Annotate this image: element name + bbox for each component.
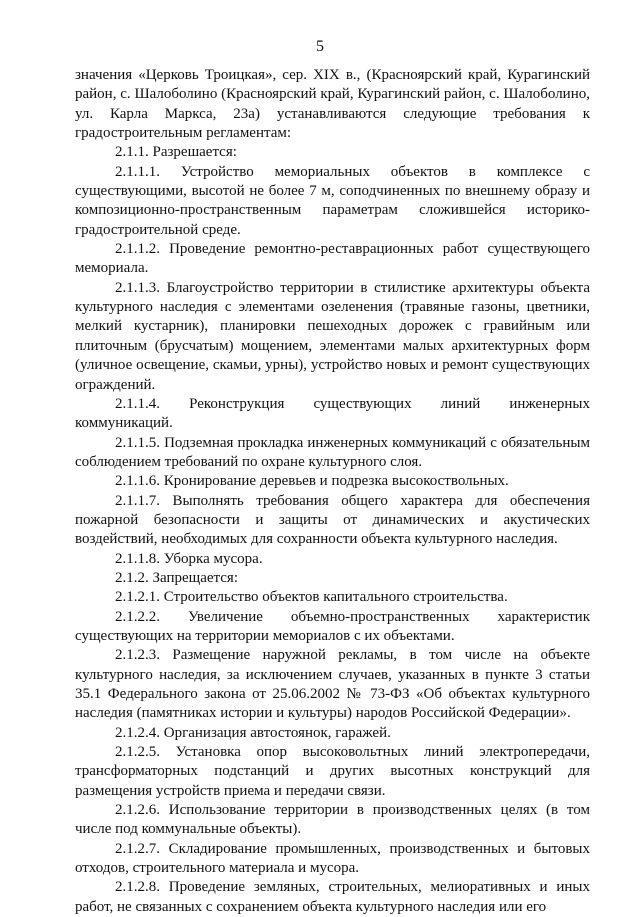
paragraph-2-1-1-3: 2.1.1.3. Благоустройство территории в стилистике архитектуры объекта культурного наследия с элементами озеленения (травяные газоны, цветники, мелкий кустарник), планировки пешеходных дорожек с гравийным или плиточным (брусчатым) мощением, элементами малых архитектурных форм (уличное освещение, скамьи, урны), устройство новых и ремонт существующих ограждений. <box>75 279 590 393</box>
paragraph-2-1-2-5: 2.1.2.5. Установка опор высоковольтных линий электропередачи, трансформаторных подстанций и других высотных конструкций для размещения устройств приема и передачи связи. <box>75 744 590 799</box>
document-body <box>75 66 590 917</box>
paragraph-2-1-2-8: 2.1.2.8. Проведение земляных, строительных, мелиоративных и иных работ, не связанных с сохранением объекта культурного наследия или его <box>75 879 590 915</box>
page-number: 5 <box>316 38 324 55</box>
paragraph-2-1-1-6: 2.1.1.6. Кронирование деревьев и подрезка высокоствольных. <box>115 473 509 490</box>
paragraph-2-1-1-4: 2.1.1.4. Реконструкция существующих линий инженерных коммуникаций. <box>75 395 590 432</box>
paragraph-2-1-1-5: 2.1.1.5. Подземная прокладка инженерных коммуникаций с обязательным соблюдением требований по охране культурного слоя. <box>75 434 590 470</box>
paragraph-2-1-1-7: 2.1.1.7. Выполнять требования общего характера для обеспечения пожарной безопасности и защиты от динамических и акустических воздействий, необходимых для сохранности объекта культурного наследия. <box>75 492 590 548</box>
paragraph-2-1-2-4: 2.1.2.4. Организация автостоянок, гаражей. <box>115 724 391 741</box>
paragraph-2-1-2: 2.1.2. Запрещается: <box>115 569 238 586</box>
paragraph-2-1-2-6: 2.1.2.6. Использование территории в производственных целях (в том числе под коммунальные объекты). <box>75 802 590 838</box>
paragraph-2-1-1-1: 2.1.1.1. Устройство мемориальных объектов в комплексе с существующими, высотой не более 7 м, соподчиненных по внешнему образу и композиционно-пространственным параметрам сложившейся историко-градостроительной среде. <box>75 163 590 238</box>
paragraph-2-1-2-1: 2.1.2.1. Строительство объектов капитального строительства. <box>115 589 508 606</box>
intro-paragraph: значения «Церковь Троицкая», сер. XIX в., (Красноярский край, Курагинский район, с. Шалоболино (Красноярский край, Курагинский район, с. Шалоболино, ул. Карла Маркса, 23а) устанавливаются следующие требования к градостроительным регламентам: <box>75 67 590 142</box>
paragraph-2-1-2-3: 2.1.2.3. Размещение наружной рекламы, в том числе на объекте культурного наследия, за исключением случаев, указанных в пункте 3 статьи 35.1 Федерального закона от 25.06.2002 № 73-ФЗ «Об объектах культурного наследия (памятниках истории и культуры) народов Российской Федерации». <box>75 647 590 722</box>
paragraph-2-1-2-2: 2.1.2.2. Увеличение объемно-пространственных характеристик существующих на территории мемориалов с их объектами. <box>75 608 590 644</box>
paragraph-2-1-1-8: 2.1.1.8. Уборка мусора. <box>115 550 263 567</box>
paragraph-2-1-2-7: 2.1.2.7. Складирование промышленных, производственных и бытовых отходов, строительного материала и мусора. <box>75 840 590 877</box>
paragraph-2-1-1-2: 2.1.1.2. Проведение ремонтно-реставрационных работ существующего мемориала. <box>75 241 590 277</box>
paragraph-2-1-1: 2.1.1. Разрешается: <box>115 144 237 161</box>
